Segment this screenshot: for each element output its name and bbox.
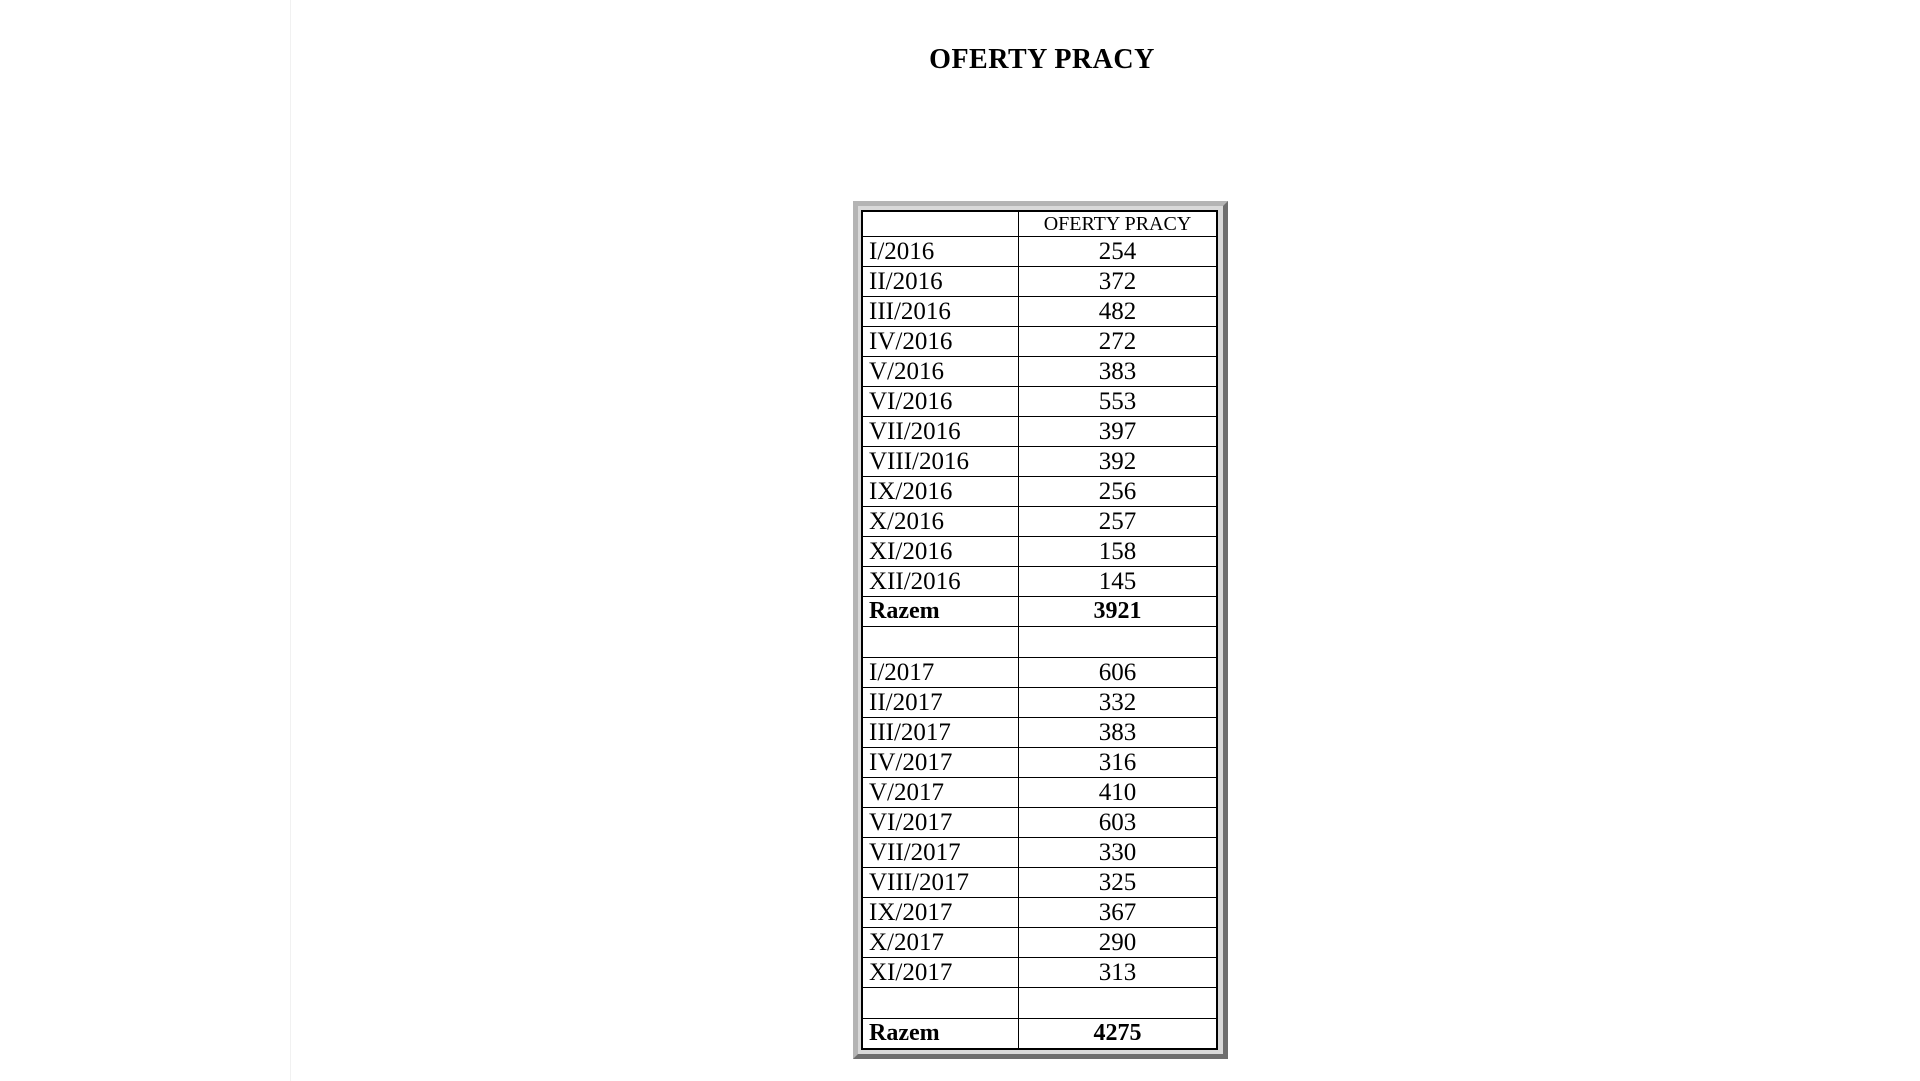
offers-count-cell: 410: [1019, 778, 1217, 808]
offers-count-cell: 330: [1019, 838, 1217, 868]
page-title: OFERTY PRACY: [929, 44, 1155, 75]
table-total-row: [863, 597, 1216, 627]
offers-count-cell: 257: [1019, 507, 1217, 537]
header-cell-offers: OFERTY PRACY: [1019, 212, 1217, 237]
table-row: [863, 357, 1216, 387]
period-cell: V/2016: [863, 357, 1019, 387]
table-row: [863, 327, 1216, 357]
offers-count-cell: 482: [1019, 297, 1217, 327]
offers-count-cell: 397: [1019, 417, 1217, 447]
table-body: [863, 212, 1216, 1048]
period-cell: IV/2016: [863, 327, 1019, 357]
offers-count-cell: 316: [1019, 748, 1217, 778]
header-cell-period: [863, 212, 1019, 237]
offers-count-cell: [1019, 627, 1217, 658]
offers-count-cell: 254: [1019, 237, 1217, 267]
offers-count-cell: 606: [1019, 658, 1217, 688]
period-cell: I/2016: [863, 237, 1019, 267]
period-cell: XII/2016: [863, 567, 1019, 597]
period-cell: IX/2016: [863, 477, 1019, 507]
period-cell: [863, 988, 1019, 1019]
table-row: [863, 778, 1216, 808]
table-row: [863, 868, 1216, 898]
period-cell: VIII/2017: [863, 868, 1019, 898]
offers-count-cell: 367: [1019, 898, 1217, 928]
period-cell: X/2016: [863, 507, 1019, 537]
period-cell: VIII/2016: [863, 447, 1019, 477]
period-cell: II/2016: [863, 267, 1019, 297]
table-row: [863, 417, 1216, 447]
period-cell: [863, 627, 1019, 658]
table-row: [863, 718, 1216, 748]
period-cell: I/2017: [863, 658, 1019, 688]
offers-count-cell: 290: [1019, 928, 1217, 958]
period-cell: III/2017: [863, 718, 1019, 748]
table-row: [863, 267, 1216, 297]
period-cell: Razem: [863, 1019, 1019, 1049]
table-row: [863, 477, 1216, 507]
table-inner: [861, 210, 1218, 1050]
table-row: [863, 688, 1216, 718]
offers-count-cell: 313: [1019, 958, 1217, 988]
period-cell: V/2017: [863, 778, 1019, 808]
period-cell: IV/2017: [863, 748, 1019, 778]
table-row: [863, 387, 1216, 417]
period-cell: XI/2016: [863, 537, 1019, 567]
offers-count-cell: 4275: [1019, 1019, 1217, 1049]
table-row: [863, 297, 1216, 327]
table-header-row: [863, 212, 1216, 237]
offers-count-cell: 325: [1019, 868, 1217, 898]
offers-count-cell: 383: [1019, 718, 1217, 748]
table-row: [863, 447, 1216, 477]
period-cell: II/2017: [863, 688, 1019, 718]
offers-count-cell: 272: [1019, 327, 1217, 357]
offers-count-cell: 553: [1019, 387, 1217, 417]
period-cell: VI/2017: [863, 808, 1019, 838]
table-total-row: [863, 1019, 1216, 1049]
table-row: [863, 658, 1216, 688]
offers-count-cell: 332: [1019, 688, 1217, 718]
offers-count-cell: 392: [1019, 447, 1217, 477]
period-cell: VII/2017: [863, 838, 1019, 868]
table-row: [863, 988, 1216, 1019]
period-cell: IX/2017: [863, 898, 1019, 928]
period-cell: X/2017: [863, 928, 1019, 958]
table-row: [863, 808, 1216, 838]
offers-count-cell: 158: [1019, 537, 1217, 567]
offers-count-cell: [1019, 988, 1217, 1019]
table-row: [863, 537, 1216, 567]
offers-count-cell: 145: [1019, 567, 1217, 597]
table-row: [863, 237, 1216, 267]
period-cell: III/2016: [863, 297, 1019, 327]
table-row: [863, 958, 1216, 988]
table-frame: [853, 201, 1228, 1059]
period-cell: XI/2017: [863, 958, 1019, 988]
table-row: [863, 838, 1216, 868]
period-cell: VI/2016: [863, 387, 1019, 417]
offers-count-cell: 3921: [1019, 597, 1217, 627]
offers-count-cell: 383: [1019, 357, 1217, 387]
offers-count-cell: 372: [1019, 267, 1217, 297]
table-row: [863, 898, 1216, 928]
table-row: [863, 928, 1216, 958]
table-row: [863, 567, 1216, 597]
table-row: [863, 748, 1216, 778]
table-row: [863, 507, 1216, 537]
period-cell: Razem: [863, 597, 1019, 627]
offers-count-cell: 603: [1019, 808, 1217, 838]
page-left-edge: [290, 0, 291, 1081]
job-offers-table: [863, 212, 1216, 1048]
offers-count-cell: 256: [1019, 477, 1217, 507]
period-cell: VII/2016: [863, 417, 1019, 447]
table-row: [863, 627, 1216, 658]
